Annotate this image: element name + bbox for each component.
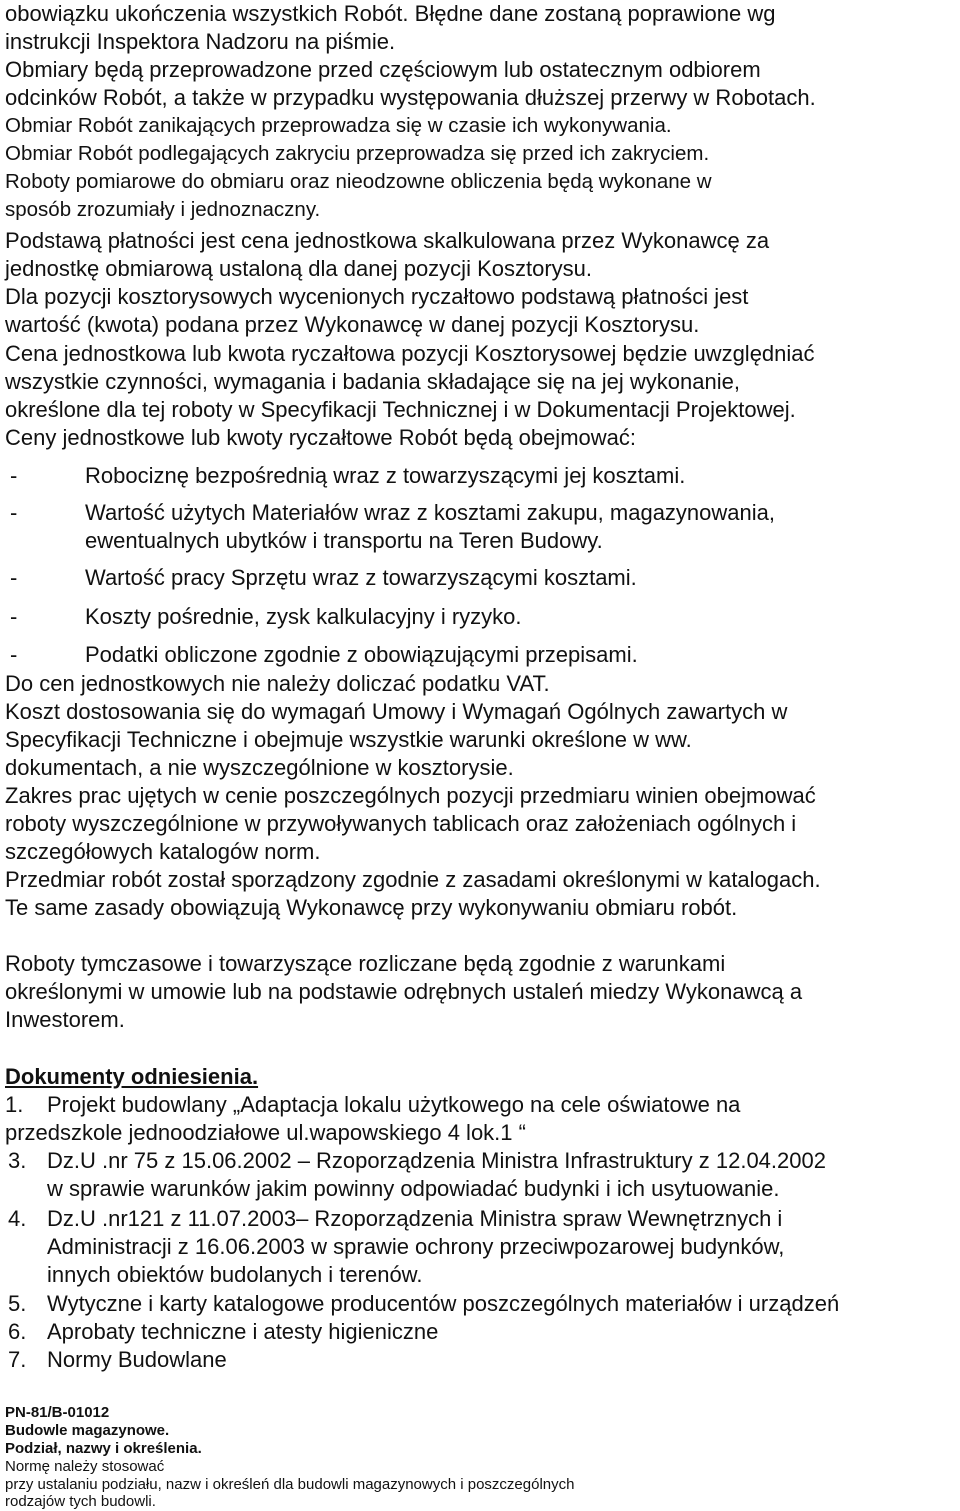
list-item: Wartość użytych Materiałów wraz z kosztami zakupu, magazynowania, [85,500,775,525]
text-line: roboty wyszczególnione w przywoływanych tablicach oraz założeniach ogólnych i [5,811,797,836]
text-line: Do cen jednostkowych nie należy doliczać podatku VAT. [5,671,550,696]
list-item: Dz.U .nr 75 z 15.06.2002 – Rzoporządzenia Ministra Infrastruktury z 12.04.2002 [47,1148,826,1173]
norm-text: rodzajów tych budowli. [5,1493,156,1510]
list-item: Podatki obliczone zgodnie z obowiązującymi przepisami. [85,642,638,667]
text-line: sposób zrozumiały i jednoznaczny. [5,198,321,221]
text-line: Roboty pomiarowe do obmiaru oraz nieodzowne obliczenia będą wykonane w [5,170,712,193]
list-item: Dz.U .nr121 z 11.07.2003– Rzoporządzenia Ministra spraw Wewnętrznych i [47,1206,783,1231]
text-line: Inwestorem. [5,1007,125,1032]
bullet-dash: - [10,463,18,488]
text-line: szczegółowych katalogów norm. [5,839,321,864]
text-line: Roboty tymczasowe i towarzyszące rozliczane będą zgodnie z warunkami [5,951,726,976]
norm-text: przy ustalaniu podziału, nazw i określeń dla budowli magazynowych i poszczególnych [5,1476,575,1493]
text-line: Dla pozycji kosztorysowych wycenionych ryczałtowo podstawą płatności jest [5,284,749,309]
text-line: Ceny jednostkowe lub kwoty ryczałtowe Robót będą obejmować: [5,425,636,450]
list-item-continuation: Administracji z 16.06.2003 w sprawie ochrony przeciwpozarowej budynków, [47,1234,785,1259]
text-line: wszystkie czynności, wymagania i badania składające się na jej wykonanie, [5,369,740,394]
list-item-continuation: przedszkole jednoodziałowe ul.wapowskiego 4 lok.1 “ [5,1120,526,1145]
norm-code: PN-81/B-01012 [5,1404,110,1421]
list-number: 6. [8,1319,27,1344]
text-line: odcinków Robót, a także w przypadku występowania dłuższej przerwy w Robotach. [5,85,816,110]
text-line: Obmiar Robót podlegających zakryciu przeprowadza się przed ich zakryciem. [5,142,710,165]
list-item: Koszty pośrednie, zysk kalkulacyjny i ryzyko. [85,604,522,629]
list-item: Aprobaty techniczne i atesty higieniczne [47,1319,439,1344]
list-number: 7. [8,1347,27,1372]
list-item-continuation: ewentualnych ubytków i transportu na Teren Budowy. [85,528,603,553]
norm-text: Normę należy stosować [5,1458,165,1475]
list-item: Wytyczne i karty katalogowe producentów poszczególnych materiałów i urządzeń [47,1291,840,1316]
text-line: instrukcji Inspektora Nadzoru na piśmie. [5,29,396,54]
text-line: obowiązku ukończenia wszystkich Robót. Błędne dane zostaną poprawione wg [5,1,776,26]
text-line: dokumentach, a nie wyszczególnione w kosztorysie. [5,755,514,780]
list-item: Projekt budowlany „Adaptacja lokalu użytkowego na cele oświatowe na [47,1092,741,1117]
text-line: Koszt dostosowania się do wymagań Umowy i Wymagań Ogólnych zawartych w [5,699,788,724]
text-line: określonymi w umowie lub na podstawie odrębnych ustaleń miedzy Wykonawcą a [5,979,803,1004]
text-line: Specyfikacji Techniczne i obejmuje wszystkie warunki określone w ww. [5,727,692,752]
list-item: Normy Budowlane [47,1347,227,1372]
text-line: Zakres prac ujętych w cenie poszczególnych pozycji przedmiaru winien obejmować [5,783,816,808]
text-line: wartość (kwota) podana przez Wykonawcę w danej pozycji Kosztorysu. [5,312,700,337]
text-line: Podstawą płatności jest cena jednostkowa skalkulowana przez Wykonawcę za [5,228,770,253]
text-line: Cena jednostkowa lub kwota ryczałtowa pozycji Kosztorysowej będzie uwzględniać [5,341,815,366]
list-number: 4. [8,1206,27,1231]
list-number: 1. [5,1092,24,1117]
text-line: Przedmiar robót został sporządzony zgodnie z zasadami określonymi w katalogach. [5,867,821,892]
list-item: Robociznę bezpośrednią wraz z towarzyszącymi jej kosztami. [85,463,686,488]
text-line: Obmiar Robót zanikających przeprowadza się w czasie ich wykonywania. [5,114,672,137]
text-line: jednostkę obmiarową ustaloną dla danej pozycji Kosztorysu. [5,256,592,281]
text-line: Obmiary będą przeprowadzone przed częściowym lub ostatecznym odbiorem [5,57,761,82]
list-item: Wartość pracy Sprzętu wraz z towarzyszącymi kosztami. [85,565,637,590]
bullet-dash: - [10,604,18,629]
bullet-dash: - [10,565,18,590]
norm-title: Budowle magazynowe. [5,1422,170,1439]
list-item-continuation: w sprawie warunków jakim powinny odpowiadać budynki i ich usytuowanie. [47,1176,780,1201]
bullet-dash: - [10,500,18,525]
text-line: Te same zasady obowiązują Wykonawcę przy wykonywaniu obmiaru robót. [5,895,738,920]
list-number: 3. [8,1148,27,1173]
text-line: określone dla tej roboty w Specyfikacji Technicznej i w Dokumentacji Projektowej. [5,397,796,422]
list-number: 5. [8,1291,27,1316]
section-heading: Dokumenty odniesienia. [5,1064,259,1089]
bullet-dash: - [10,642,18,667]
list-item-continuation: innych obiektów budolanych i terenów. [47,1262,423,1287]
norm-subtitle: Podział, nazwy i określenia. [5,1440,202,1457]
